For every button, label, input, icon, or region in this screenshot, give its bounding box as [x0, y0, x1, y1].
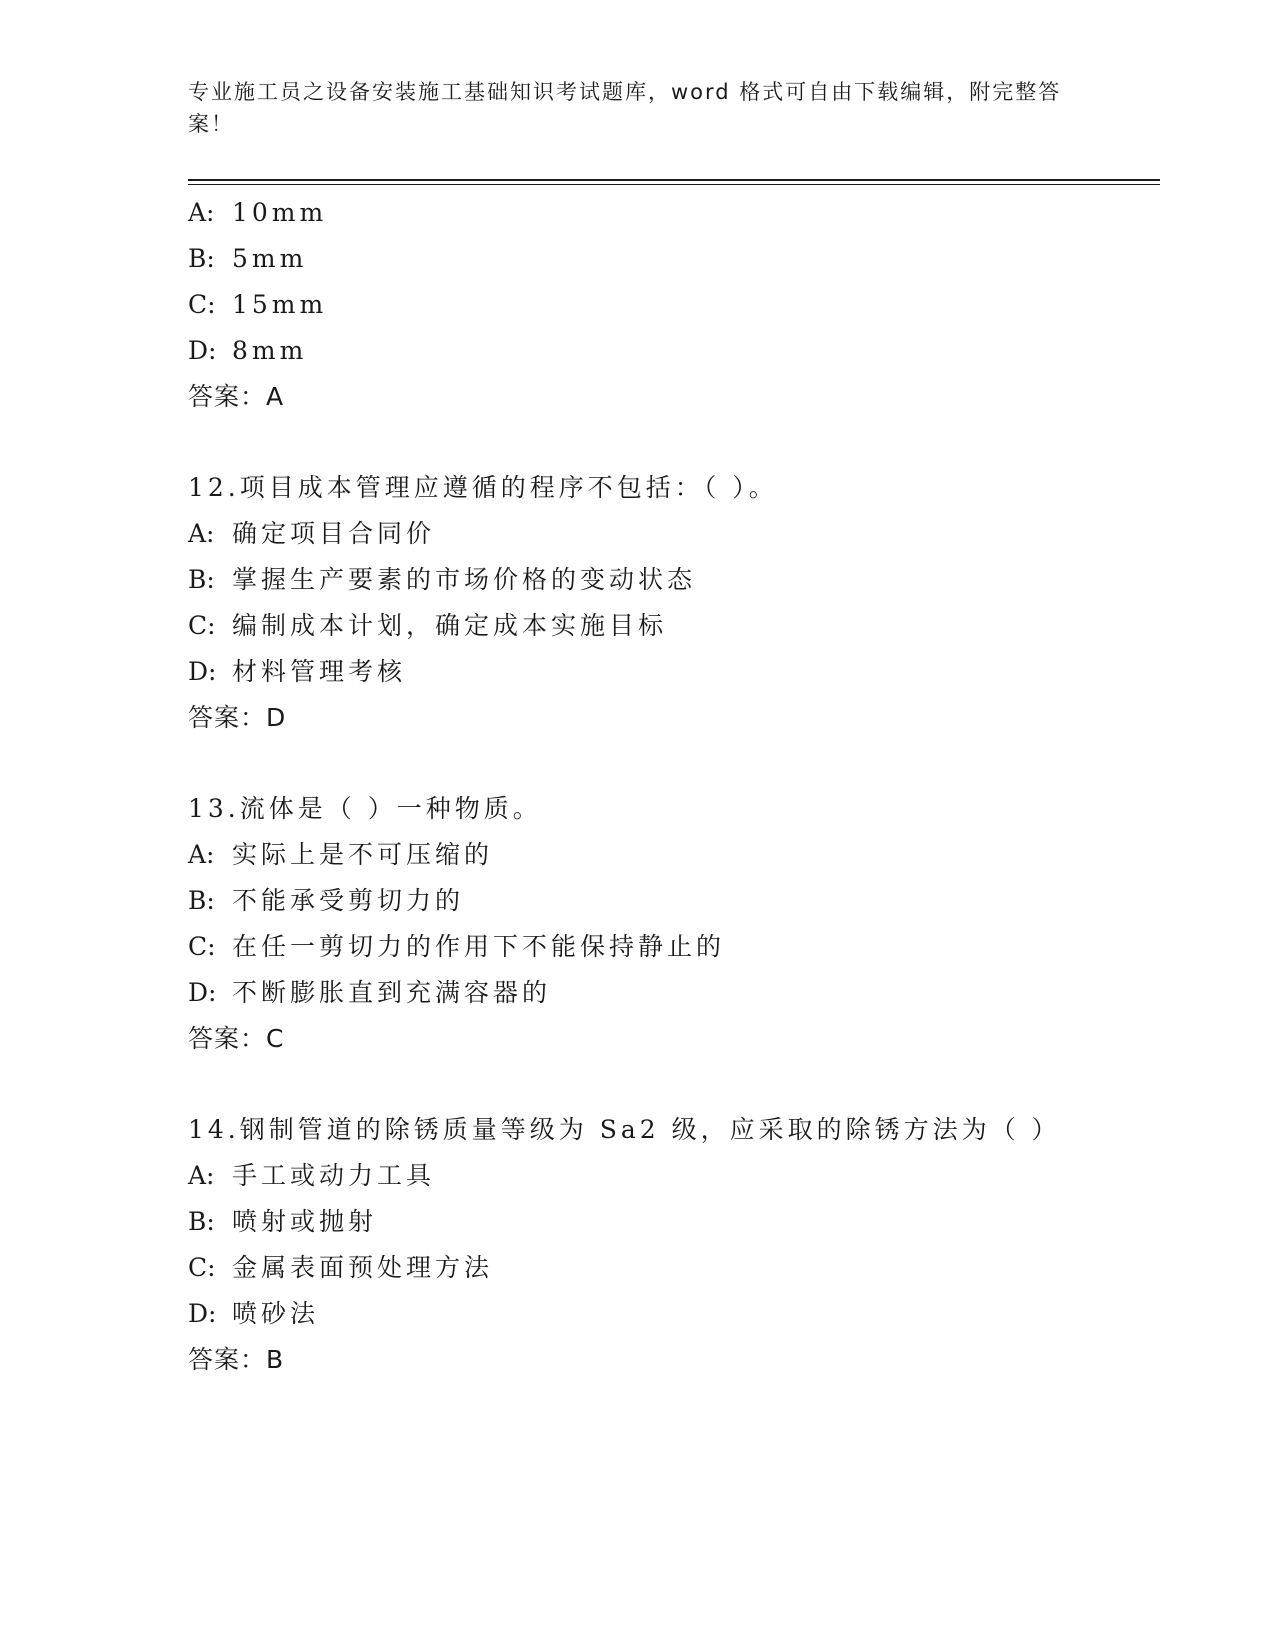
option-b: B: 喷射或抛射 — [188, 1207, 378, 1236]
header-divider — [188, 179, 1160, 181]
question-12-block — [188, 465, 1160, 741]
option-a: A: 10mm — [188, 198, 328, 227]
question-stem: 13.流体是（ ）一种物质。 — [188, 794, 542, 823]
option-b: B: 不能承受剪切力的 — [188, 886, 465, 915]
option-a: A: 实际上是不可压缩的 — [188, 840, 494, 869]
option-a: A: 确定项目合同价 — [188, 519, 436, 548]
option-c: C: 编制成本计划，确定成本实施目标 — [188, 611, 668, 640]
question-list — [188, 190, 1160, 1383]
answer-line: 答案：C — [188, 1024, 285, 1053]
question-stem: 14.钢制管道的除锈质量等级为 Sa2 级，应采取的除锈方法为（ ） — [188, 1115, 1061, 1144]
question-14-block — [188, 1107, 1160, 1383]
option-c: C: 在任一剪切力的作用下不能保持静止的 — [188, 932, 726, 961]
option-b: B: 5mm — [188, 244, 308, 273]
option-c: C: 15mm — [188, 290, 328, 319]
answer-line: 答案：B — [188, 1345, 285, 1374]
option-d: D: 不断膨胀直到充满容器的 — [188, 978, 552, 1007]
question-13-block — [188, 786, 1160, 1062]
answer-line: 答案：D — [188, 703, 287, 732]
option-d: D: 喷砂法 — [188, 1299, 320, 1328]
header-divider-thin — [188, 184, 1160, 185]
answer-line: 答案：A — [188, 382, 285, 411]
question-11-block — [188, 190, 1160, 420]
option-b: B: 掌握生产要素的市场价格的变动状态 — [188, 565, 697, 594]
option-c: C: 金属表面预处理方法 — [188, 1253, 494, 1282]
option-a: A: 手工或动力工具 — [188, 1161, 436, 1190]
option-d: D: 8mm — [188, 336, 308, 365]
option-d: D: 材料管理考核 — [188, 657, 407, 686]
document-header: 专业施工员之设备安装施工基础知识考试题库，word 格式可自由下载编辑，附完整答案！ — [188, 80, 1062, 136]
question-stem: 12.项目成本管理应遵循的程序不包括：（ ）。 — [188, 473, 778, 502]
